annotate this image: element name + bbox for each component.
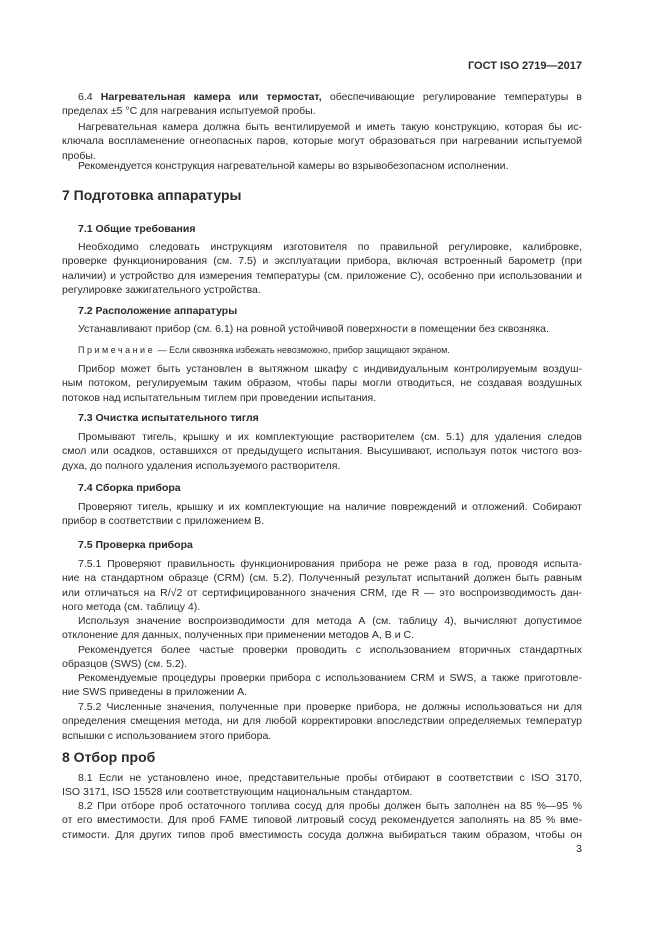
bold-term: Нагревательная камера или термостат, [100, 91, 322, 103]
paragraph-line: Проверяют тигель, крышку и их комплектующие на наличие повреждений и отложений. Собирают [78, 501, 582, 513]
document-header: ГОСТ ISO 2719—2017 [467, 60, 582, 72]
paragraph-line: определения смещения метода, ни для любой корректировки впоследствии определяемых температур [62, 715, 582, 728]
paragraph-line: отклонение для данных, полученных при применении методов А, В и С. [62, 629, 414, 642]
paragraph [62, 771, 582, 800]
paragraph-line: смол или осадков, оставшихся от предыдущего испытания. Высушивают, используя поток чистого воз- [62, 445, 582, 458]
page-number: 3 [576, 843, 582, 855]
paragraph-line: Рекомендуется конструкция нагревательной камеры во взрывобезопасном исполнении. [78, 160, 509, 172]
paragraph-line: ние SWS приведены в приложении А. [62, 686, 248, 699]
paragraph-line: ние на стандартном образце (CRM) (см. 5.2). Полученный результат испытаний должен быть равным [62, 572, 582, 585]
paragraph-line: прибор в соответствии с приложением В. [62, 515, 264, 528]
paragraph [62, 430, 582, 473]
paragraph-line: или отличаться на R/√2 от сертифицированного значения CRM, где R — это воспроизводимость дан- [62, 586, 582, 599]
paragraph [62, 159, 582, 173]
paragraph-line: Рекомендуемые процедуры проверки прибора с использованием CRM и SWS, а также приготовле- [78, 672, 582, 684]
paragraph-line: 7.5.1 Проверяют правильность функционирования прибора не реже раза в год, проводя испыта- [78, 558, 582, 570]
paragraph-line: Промывают тигель, крышку и их комплектующие растворителем (см. 5.1) для удаления следов [78, 431, 582, 443]
paragraph [62, 240, 582, 297]
paragraph [62, 557, 582, 614]
subsection-heading: 7.5 Проверка прибора [78, 539, 193, 551]
text-run: 6.4 [78, 91, 101, 103]
section-heading: 7 Подготовка аппаратуры [62, 187, 242, 203]
paragraph [62, 671, 582, 700]
paragraph-line: вспышки с использованием этого прибора. [62, 729, 272, 742]
paragraph [62, 614, 582, 643]
paragraph-line: 8.2 При отборе проб остаточного топлива сосуд для пробы должен быть заполнен на 85 %—95 % [78, 800, 582, 812]
paragraph-line: регулировке зажигательного устройства. [62, 283, 261, 296]
paragraph-line: Рекомендуется более частые проверки проводить с использованием вторичных стандартных [78, 644, 582, 656]
paragraph-line: пробы. [62, 149, 96, 162]
paragraph-line: Нагревательная камера должна быть вентилируемой и иметь такую конструкцию, которая бы ис- [78, 121, 582, 133]
subsection-heading: 7.1 Общие требования [78, 223, 196, 235]
paragraph [62, 90, 582, 119]
paragraph-line: ного метода (см. таблицу 4). [62, 600, 201, 613]
paragraph [62, 799, 582, 842]
paragraph [62, 700, 582, 743]
paragraph-line: наличии) и устройство для измерения температуры (см. приложение С), особенно при использовании и [62, 269, 582, 282]
paragraph-line: стимости. Для других типов проб вместимость сосуда должна выбираться таким образом, чтобы он [62, 828, 582, 841]
paragraph-line: 7.5.2 Численные значения, полученные при проверке прибора, не должны использоваться ни для [78, 701, 582, 713]
paragraph [62, 643, 582, 672]
note-text: — Если сквозняка избежать невозможно, прибор защищают экраном. [155, 345, 450, 355]
paragraph-line [62, 90, 582, 104]
note-label: Примечание [78, 345, 156, 355]
paragraph-line: Используя значение воспроизводимости для метода А (см. таблицу 4), вычисляют допустимое [78, 615, 582, 627]
paragraph-line: пределах ±5 °C для нагревания испытуемой пробы. [62, 105, 316, 118]
paragraph-line: ным потоком, регулируемым таким образом, чтобы пары могли отводиться, не создавая воздушных [62, 377, 582, 390]
paragraph [62, 500, 582, 529]
subsection-heading: 7.2 Расположение аппаратуры [78, 305, 238, 317]
paragraph-line: 8.1 Если не установлено иное, представительные пробы отбирают в соответствии с ISO 3170, [78, 772, 582, 784]
paragraph-line: духа, до полного удаления используемого растворителя. [62, 459, 341, 472]
text-run: обеспечивающие регулирование температуры в [321, 91, 582, 103]
paragraph-line: Устанавливают прибор (см. 6.1) на ровной устойчивой поверхности в помещении без сквозняка. [78, 323, 549, 335]
subsection-heading: 7.4 Сборка прибора [78, 482, 181, 494]
paragraph-line: проверке функционирования (см. 7.5) и эксплуатации прибора, включая встроенный барометр (при [62, 255, 582, 268]
paragraph-line: Прибор может быть установлен в вытяжном шкафу с индивидуальным контролируемым воздуш- [78, 363, 582, 375]
paragraph [62, 362, 582, 405]
paragraph [62, 322, 582, 336]
section-heading: 8 Отбор проб [62, 749, 156, 765]
paragraph-line: от его вместимости. Для проб FAME типовой литровый сосуд рекомендуется заполнять на 85 % вме- [62, 814, 582, 827]
paragraph [62, 120, 582, 163]
paragraph-line: образцов (SWS) (см. 5.2). [62, 658, 188, 671]
paragraph-line: потоков над испытательным тиглем при проведении испытания. [62, 391, 377, 404]
note [62, 343, 598, 357]
subsection-heading: 7.3 Очистка испытательного тигля [78, 412, 259, 424]
paragraph-line: ISO 3171, ISO 15528 или соответствующим национальным стандартом. [62, 786, 413, 799]
paragraph-line: Необходимо следовать инструкциям изготовителя по правильной регулировке, калибровке, [78, 241, 582, 253]
paragraph-line: ключала воспламенение огнеопасных паров, которые могут образоваться при нагревании испытуемой [62, 135, 582, 148]
